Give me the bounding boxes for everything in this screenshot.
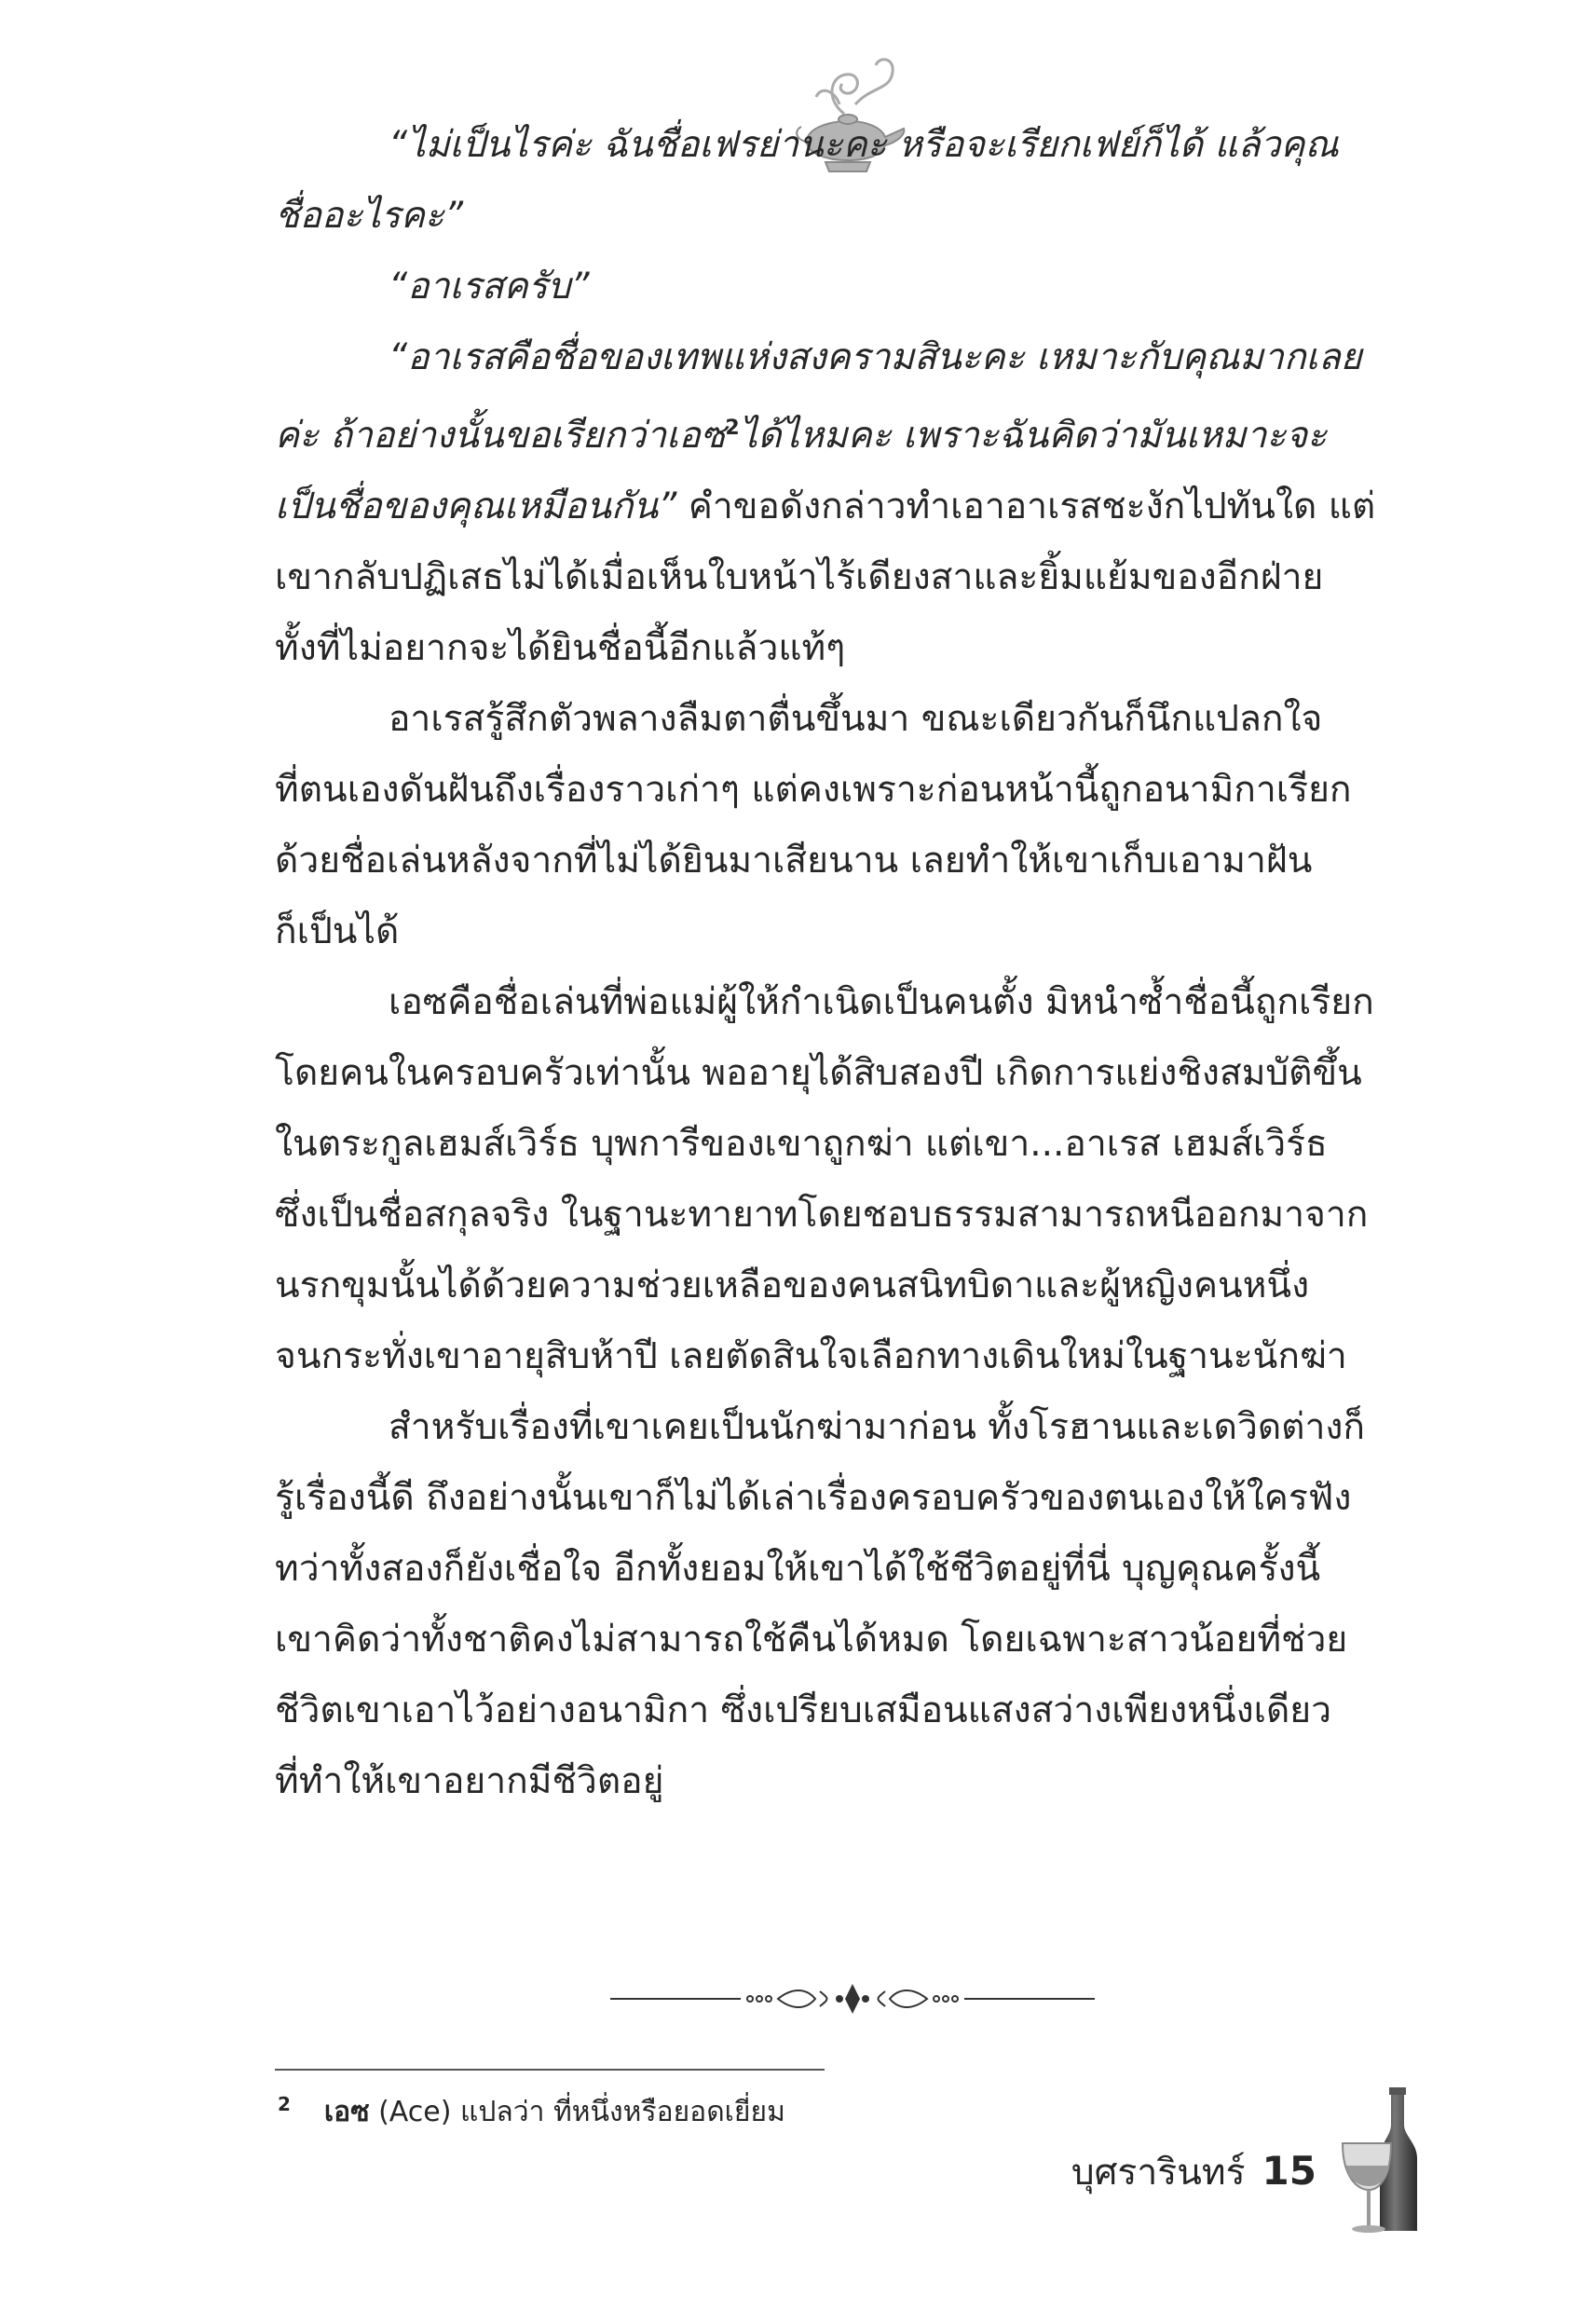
text-line: ซึ่งเป็นชื่อสกุลจริง ในฐานะทายาทโดยชอบธรรมสามารถหนีออกมาจาก	[275, 1194, 1369, 1236]
text-line: รู้เรื่องนี้ดี ถึงอย่างนั้นเขาก็ไม่ได้เล่าเรื่องครอบครัวของตนเองให้ใครฟัง	[275, 1477, 1352, 1519]
text-line: “ไม่เป็นไรค่ะ ฉันชื่อเฟรย่านะคะ หรือจะเรียกเฟย์ก็ได้ แล้วคุณ	[389, 124, 1339, 166]
footnote-text: (Ace) แปลว่า ที่หนึ่งหรือยอดเยี่ยม	[369, 2096, 785, 2128]
paragraph-3	[275, 322, 1430, 684]
text-line: เอซคือชื่อเล่นที่พ่อแม่ผู้ให้กำเนิดเป็นคนตั้ง มิหนำซ้ำชื่อนี้ถูกเรียก	[389, 981, 1374, 1023]
text-line: นรกขุมนั้นได้ด้วยความช่วยเหลือของคนสนิทบิดาและผู้หญิงคนหนึ่ง	[275, 1265, 1310, 1306]
paragraph-1	[275, 110, 1430, 252]
paragraph-2	[275, 252, 1430, 322]
text-line: โดยคนในครอบครัวเท่านั้น พออายุได้สิบสองปี เกิดการแย่งชิงสมบัติขึ้น	[275, 1052, 1362, 1094]
text-segment: คำขอดังกล่าวทำเอาอาเรสชะงักไปทันใด แต่	[676, 485, 1376, 527]
text-line	[275, 393, 1430, 472]
text-line: ทั้งที่ไม่อยากจะได้ยินชื่อนี้อีกแล้วแท้ๆ	[275, 627, 846, 669]
text-line: “อาเรสครับ”	[389, 266, 590, 308]
paragraph-4	[275, 684, 1430, 967]
text-segment: ค่ะ ถ้าอย่างนั้นขอเรียกว่าเอซ	[275, 415, 726, 457]
page-number: 15	[1262, 2148, 1316, 2194]
footnote-rule	[275, 2069, 825, 2071]
text-line: เขากลับปฏิเสธไม่ได้เมื่อเห็นใบหน้าไร้เดียงสาและยิ้มแย้มของอีกฝ่าย	[275, 556, 1324, 598]
text-line: ทว่าทั้งสองก็ยังเชื่อใจ อีกทั้งยอมให้เขาได้ใช้ชีวิตอยู่ที่นี่ บุญคุณครั้งนี้	[275, 1548, 1321, 1590]
text-line: ชีวิตเขาเอาไว้อย่างอนามิกา ซึ่งเปรียบเสมือนแสงสว่างเพียงหนึ่งเดียว	[275, 1689, 1332, 1731]
footnote-number: 2	[278, 2093, 291, 2115]
wine-bottle-glass-icon	[1339, 2087, 1423, 2236]
footnote-term: เอซ	[323, 2096, 370, 2128]
text-line: อาเรสรู้สึกตัวพลางลืมตาตื่นขึ้นมา ขณะเดียวกันก็นึกแปลกใจ	[389, 698, 1323, 740]
paragraph-6	[275, 1392, 1430, 1817]
text-line: สำหรับเรื่องที่เขาเคยเป็นนักฆ่ามาก่อน ทั้งโรฮานและเดวิดต่างก็	[389, 1406, 1366, 1448]
text-line: ที่ทำให้เขาอยากมีชีวิตอยู่	[275, 1760, 664, 1802]
text-line: “อาเรสคือชื่อของเทพแห่งสงครามสินะคะ เหมาะกับคุณมากเลย	[389, 336, 1362, 378]
text-segment: ได้ไหมคะ เพราะฉันคิดว่ามันเหมาะจะ	[739, 415, 1328, 457]
body-text	[275, 110, 1430, 1817]
text-line: ชื่ออะไรคะ”	[275, 195, 464, 237]
page-footer	[1071, 2143, 1316, 2201]
text-line	[275, 472, 1430, 542]
footnote-marker[interactable]: 2	[725, 417, 740, 440]
ornamental-divider	[610, 1980, 1095, 2017]
text-line: ที่ตนเองดันฝันถึงเรื่องราวเก่าๆ แต่คงเพราะก่อนหน้านี้ถูกอนามิกาเรียก	[275, 769, 1352, 811]
footnote	[278, 2084, 785, 2133]
text-line: เขาคิดว่าทั้งชาติคงไม่สามารถใช้คืนได้หมด โดยเฉพาะสาวน้อยที่ช่วย	[275, 1619, 1348, 1661]
text-line: ด้วยชื่อเล่นหลังจากที่ไม่ได้ยินมาเสียนาน เลยทำให้เขาเก็บเอามาฝัน	[275, 840, 1313, 882]
text-line: ในตระกูลเฮมส์เวิร์ธ บุพการีของเขาถูกฆ่า แต่เขา...อาเรส เฮมส์เวิร์ธ	[275, 1123, 1328, 1165]
text-line: จนกระทั่งเขาอายุสิบห้าปี เลยตัดสินใจเลือกทางเดินใหม่ในฐานะนักฆ่า	[275, 1335, 1347, 1377]
text-line: ก็เป็นได้	[275, 910, 400, 952]
text-segment: เป็นชื่อของคุณเหมือนกัน”	[275, 485, 677, 527]
paragraph-5	[275, 967, 1430, 1392]
author-name: บุศรารินทร์	[1071, 2152, 1246, 2194]
